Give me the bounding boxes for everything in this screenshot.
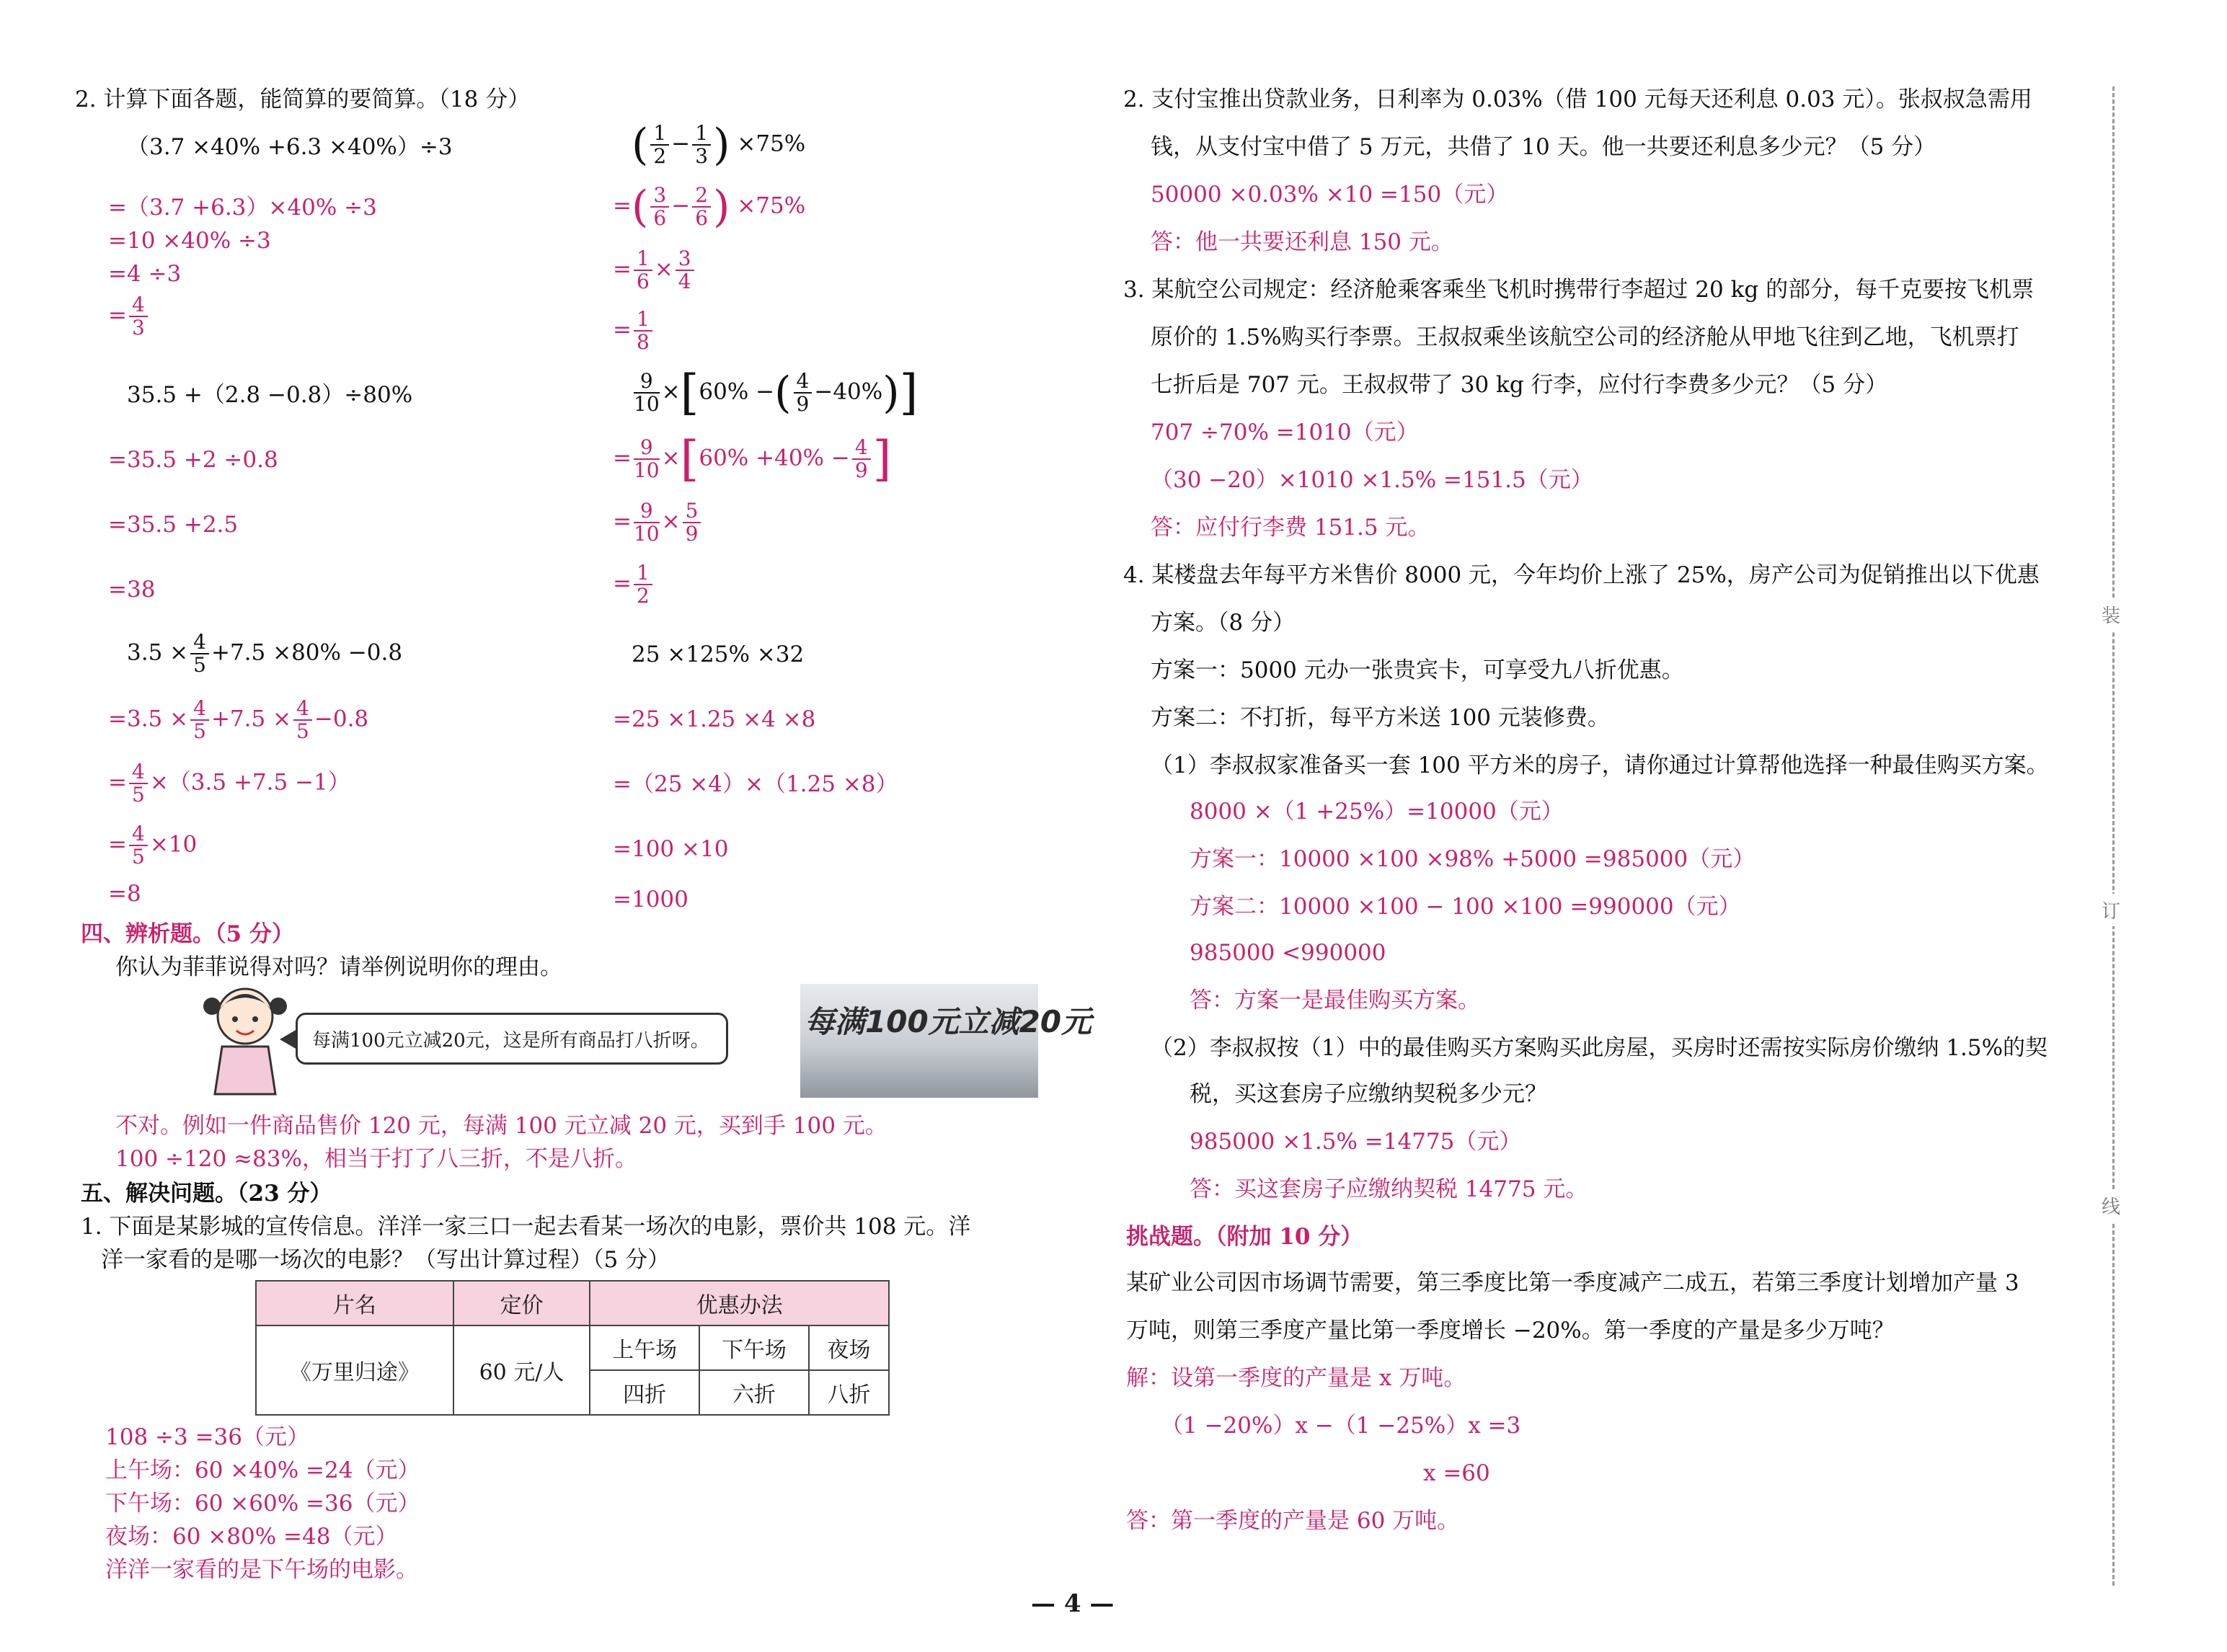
p4-step1: = $\frac{9}{10}$ ×[60% +40% − $\frac{4}{9}$ ] xyxy=(613,431,892,487)
r-q4-sub2-answer-2: 答：买这套房子应缴纳契税 14775 元。 xyxy=(1190,1176,1588,1202)
challenge-answer-2: （1 −20%）x −（1 −25%）x =3 xyxy=(1161,1413,1521,1439)
binding-line xyxy=(2112,86,2115,1586)
q1-line1: 1. 下面是某影城的宣传信息。洋洋一家三口一起去看某一场次的电影，票价共 108 元。洋 xyxy=(81,1214,971,1240)
p4-question: $\frac{9}{10}$ ×[60% −( $\frac{4}{9}$ −40%)] xyxy=(634,365,918,420)
r-q4-line2: 方案。（8 分） xyxy=(1151,610,1296,636)
r-q2-line1: 2. 支付宝推出贷款业务，日利率为 0.03%（借 100 元每天还利息 0.03 元）。张叔叔急需用 xyxy=(1123,86,2032,112)
p2-step1: =( $\frac{3}{6}$ − $\frac{2}{6}$ ) ×75% xyxy=(613,182,806,232)
p6-step3: =100 ×10 xyxy=(613,836,729,862)
promo-table xyxy=(255,1280,890,1416)
table-header: 片名 xyxy=(256,1281,453,1325)
challenge-answer-1: 解：设第一季度的产量是 x 万吨。 xyxy=(1126,1365,1466,1391)
challenge-answer-4: 答：第一季度的产量是 60 万吨。 xyxy=(1126,1508,1460,1534)
r-q4-sub1-answer-1: 8000 ×（1 +25%）=10000（元） xyxy=(1190,799,1564,825)
section4-answer-1: 不对。例如一件商品售价 120 元，每满 100 元立减 20 元，买到手 100 元。 xyxy=(115,1113,887,1139)
binding-char: 装 xyxy=(2102,598,2120,631)
section4-question: 你认为菲菲说得对吗？请举例说明你的理由。 xyxy=(115,954,562,980)
challenge-line2: 万吨，则第三季度产量比第一季度增长 −20%。第一季度的产量是多少万吨？ xyxy=(1126,1318,1895,1344)
p3-step1: =35.5 +2 ÷0.8 xyxy=(108,447,278,473)
r-q3-answer-2: （30 −20）×1010 ×1.5% =151.5（元） xyxy=(1151,467,1593,493)
table-cell: 下午场 xyxy=(699,1325,809,1370)
r-q4-sub1: （1）李叔叔家准备买一套 100 平方米的房子，请你通过计算帮他选择一种最佳购买方案。 xyxy=(1151,752,2049,778)
binding-char: 线 xyxy=(2102,1189,2120,1222)
p5-step1: =3.5 × $\frac{4}{5}$ +7.5 × $\frac{4}{5}$ −0.8 xyxy=(108,696,369,743)
table-header: 优惠办法 xyxy=(590,1281,889,1325)
q1-answer-5: 洋洋一家看的是下午场的电影。 xyxy=(105,1557,418,1583)
r-q3-line2: 原价的 1.5%购买行李票。王叔叔乘坐该航空公司的经济舱从甲地飞往到乙地，飞机票打 xyxy=(1151,324,2019,350)
table-cell: 四折 xyxy=(590,1370,699,1415)
sale-photo xyxy=(800,984,1092,1098)
p1-step1: =（3.7 +6.3）×40% ÷3 xyxy=(108,195,377,221)
p4-step3: = $\frac{1}{2}$ xyxy=(613,562,655,607)
table-cell: 上午场 xyxy=(590,1325,699,1370)
table-cell: 六折 xyxy=(699,1370,809,1415)
page-number: — 4 — xyxy=(1031,1589,1115,1618)
p2-question: ( $\frac{1}{2}$ − $\frac{1}{3}$ ) ×75% xyxy=(632,120,806,170)
r-q4-sub2-line1: （2）李叔叔按（1）中的最佳购买方案购买此房屋，买房时还需按实际房价缴纳 1.5%的契 xyxy=(1151,1035,2048,1061)
q1-answer-1: 108 ÷3 =36（元） xyxy=(105,1424,309,1450)
r-q4-sub1-answer-5: 答：方案一是最佳购买方案。 xyxy=(1190,987,1480,1013)
r-q2-answer-2: 答：他一共要还利息 150 元。 xyxy=(1151,229,1453,255)
p5-step4: =8 xyxy=(108,881,141,907)
challenge-answer-3: x =60 xyxy=(1423,1460,1490,1486)
q1-answer-3: 下午场：60 ×60% =36（元） xyxy=(105,1491,420,1516)
r-q3-line1: 3. 某航空公司规定：经济舱乘客乘坐飞机时携带行李超过 20 kg 的部分，每千克要按飞机票 xyxy=(1123,277,2035,303)
p5-question: 3.5 × $\frac{4}{5}$ +7.5 ×80% −0.8 xyxy=(127,630,403,677)
r-q2-answer-1: 50000 ×0.03% ×10 =150（元） xyxy=(1151,182,1509,208)
r-q4-line1: 4. 某楼盘去年每平方米售价 8000 元，今年均价上涨了 25%，房产公司为促销推出以下优惠 xyxy=(1123,562,2040,588)
p3-step3: =38 xyxy=(108,577,156,603)
p6-step2: =（25 ×4）×（1.25 ×8） xyxy=(613,771,898,797)
p1-step4: = $\frac{4}{3}$ xyxy=(108,294,150,339)
q1-answer-4: 夜场：60 ×80% =48（元） xyxy=(105,1524,398,1550)
p4-step2: = $\frac{9}{10}$ × $\frac{5}{9}$ xyxy=(613,500,703,545)
q1-line2: 洋一家看的是哪一场次的电影？（写出计算过程）（5 分） xyxy=(101,1247,670,1273)
sale-banner-text: 每满100元立减20元 xyxy=(805,1004,1092,1039)
table-cell: 《万里归途》 xyxy=(256,1325,453,1415)
speech-bubble-tail xyxy=(280,1029,297,1049)
p1-step3: =4 ÷3 xyxy=(108,261,182,287)
table-cell: 夜场 xyxy=(809,1325,889,1370)
section5-title: 五、解决问题。（23 分） xyxy=(81,1181,332,1207)
challenge-title: 挑战题。（附加 10 分） xyxy=(1126,1224,1363,1250)
q1-answer-2: 上午场：60 ×40% =24（元） xyxy=(105,1457,420,1483)
p3-step2: =35.5 +2.5 xyxy=(108,512,239,538)
binding-char: 订 xyxy=(2102,894,2120,926)
p1-step2: =10 ×40% ÷3 xyxy=(108,228,271,254)
challenge-line1: 某矿业公司因市场调节需要，第三季度比第一季度减产二成五，若第三季度计划增加产量 3 xyxy=(1126,1270,2019,1296)
r-q3-line3: 七折后是 707 元。王叔叔带了 30 kg 行李，应付行李费多少元？（5 分） xyxy=(1151,372,1888,398)
p6-step4: =1000 xyxy=(613,887,689,912)
r-q4-sub2-answer-1: 985000 ×1.5% =14775（元） xyxy=(1190,1129,1522,1155)
table-cell: 八折 xyxy=(809,1370,889,1415)
p6-question: 25 ×125% ×32 xyxy=(632,641,805,667)
r-q3-answer-1: 707 ÷70% =1010（元） xyxy=(1151,419,1419,445)
p3-question: 35.5 +（2.8 −0.8）÷80% xyxy=(127,382,413,408)
r-q4-sub2-line2: 税，买这套房子应缴纳契税多少元？ xyxy=(1190,1081,1547,1107)
table-cell: 60 元/人 xyxy=(453,1325,590,1415)
r-q4-plan2: 方案二：不打折，每平方米送 100 元装修费。 xyxy=(1151,705,1610,731)
section4-answer-2: 100 ÷120 ≈83%，相当于打了八三折，不是八折。 xyxy=(115,1146,637,1172)
p2-step2: = $\frac{1}{6}$ × $\frac{3}{4}$ xyxy=(613,248,696,293)
r-q4-plan1: 方案一：5000 元办一张贵宾卡，可享受九八折优惠。 xyxy=(1151,657,1684,683)
p5-step2: = $\frac{4}{5}$ ×（3.5 +7.5 −1） xyxy=(108,760,350,807)
p5-step3: = $\frac{4}{5}$ ×10 xyxy=(108,822,198,869)
r-q2-line2: 钱，从支付宝中借了 5 万元，共借了 10 天。他一共要还利息多少元？（5 分） xyxy=(1151,134,1936,160)
p6-step1: =25 ×1.25 ×4 ×8 xyxy=(613,706,816,732)
r-q4-sub1-answer-4: 985000 <990000 xyxy=(1190,940,1386,966)
fraction: $\frac{4}{3}$ xyxy=(129,294,148,339)
r-q4-sub1-answer-2: 方案一：10000 ×100 ×98% +5000 =985000（元） xyxy=(1190,846,1756,872)
table-header: 定价 xyxy=(453,1281,590,1325)
r-q4-sub1-answer-3: 方案二：10000 ×100 − 100 ×100 =990000（元） xyxy=(1190,894,1741,920)
q2-title: 2. 计算下面各题，能简算的要简算。（18 分） xyxy=(75,86,531,112)
p1-question: （3.7 ×40% +6.3 ×40%）÷3 xyxy=(127,134,453,160)
speech-bubble: 每满100元立减20元，这是所有商品打八折呀。 xyxy=(296,1013,728,1065)
p2-step3: = $\frac{1}{8}$ xyxy=(613,308,655,353)
section4-title: 四、辨析题。（5 分） xyxy=(81,921,294,947)
r-q3-answer-3: 答：应付行李费 151.5 元。 xyxy=(1151,515,1430,541)
